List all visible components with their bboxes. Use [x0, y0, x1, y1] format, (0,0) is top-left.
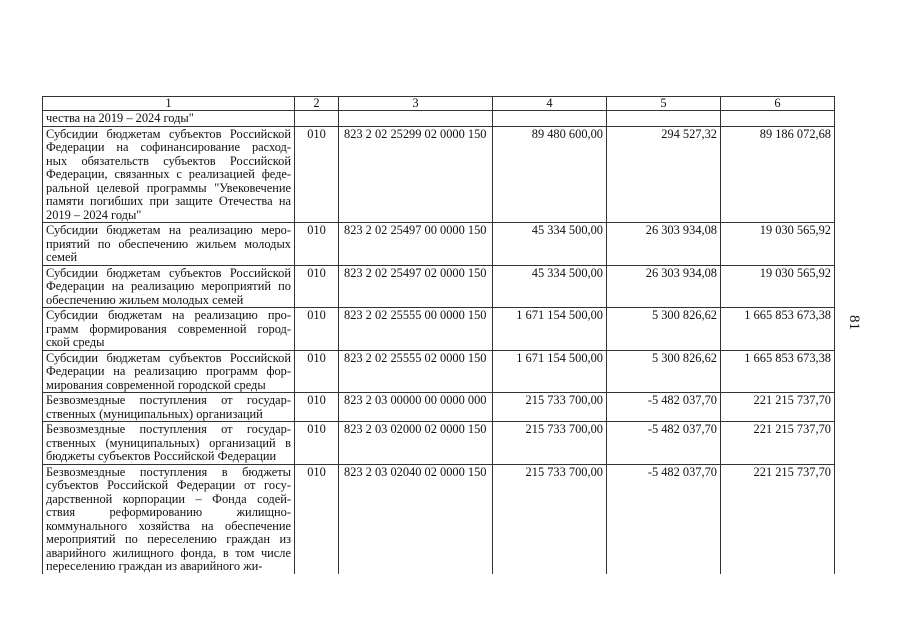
- column-header: 5: [607, 97, 721, 111]
- description-line: Федерации на реализацию программ фор-: [46, 365, 291, 378]
- description-line: Субсидии бюджетам субъектов Российской: [46, 351, 291, 365]
- description-line: мероприятий по переселению граждан из: [46, 533, 291, 546]
- budget-classification-code: [339, 111, 493, 127]
- page-number: 81: [846, 315, 862, 330]
- admin-code: 010: [295, 393, 339, 422]
- admin-code: 010: [295, 422, 339, 465]
- unexecuted-amount: 19 030 565,92: [721, 223, 835, 266]
- budget-classification-code: 823 2 03 00000 00 0000 000: [339, 393, 493, 422]
- unexecuted-amount: 89 186 072,68: [721, 126, 835, 223]
- budget-classification-code: 823 2 02 25299 02 0000 150: [339, 126, 493, 223]
- approved-amount: 215 733 700,00: [493, 422, 607, 465]
- admin-code: 010: [295, 126, 339, 223]
- row-description: [43, 111, 295, 127]
- row-description: [43, 265, 295, 308]
- approved-amount: 1 671 154 500,00: [493, 308, 607, 351]
- executed-amount: 294 527,32: [607, 126, 721, 223]
- row-description: [43, 308, 295, 351]
- column-header: 4: [493, 97, 607, 111]
- executed-amount: 5 300 826,62: [607, 308, 721, 351]
- executed-amount: [607, 111, 721, 127]
- unexecuted-amount: 221 215 737,70: [721, 393, 835, 422]
- unexecuted-amount: 1 665 853 673,38: [721, 308, 835, 351]
- description-line: 2019 – 2024 годы": [46, 208, 142, 222]
- admin-code: 010: [295, 308, 339, 351]
- approved-amount: 89 480 600,00: [493, 126, 607, 223]
- description-line: дарственной корпорации – Фонда содей-: [46, 492, 291, 506]
- description-line: ственных (муниципальных) организаций: [46, 407, 263, 421]
- description-line: Безвозмездные поступления от государ-: [46, 423, 291, 436]
- description-line: ственных (муниципальных) организаций в: [46, 436, 291, 450]
- description-line: грамм формирования современной город-: [46, 322, 291, 336]
- description-line: обеспечению жильем молодых семей: [46, 293, 244, 307]
- table-row: [43, 223, 835, 266]
- unexecuted-amount: 1 665 853 673,38: [721, 350, 835, 393]
- budget-classification-code: 823 2 02 25555 00 0000 150: [339, 308, 493, 351]
- approved-amount: 1 671 154 500,00: [493, 350, 607, 393]
- approved-amount: 215 733 700,00: [493, 464, 607, 574]
- table-row: [43, 464, 835, 574]
- admin-code: 010: [295, 464, 339, 574]
- table-row: [43, 126, 835, 223]
- admin-code: 010: [295, 350, 339, 393]
- executed-amount: -5 482 037,70: [607, 393, 721, 422]
- unexecuted-amount: [721, 111, 835, 127]
- column-header: 1: [43, 97, 295, 111]
- column-number-row: [43, 97, 835, 111]
- row-description: [43, 422, 295, 465]
- description-line: приятий по обеспечению жильем молодых: [46, 237, 291, 251]
- admin-code: 010: [295, 265, 339, 308]
- column-header: 3: [339, 97, 493, 111]
- description-line: Субсидии бюджетам на реализацию меро-: [46, 224, 291, 237]
- description-line: памяти погибших при защите Отечества на: [46, 195, 291, 208]
- approved-amount: 45 334 500,00: [493, 265, 607, 308]
- budget-classification-code: 823 2 03 02000 02 0000 150: [339, 422, 493, 465]
- description-line: Субсидии бюджетам субъектов Российской: [46, 266, 291, 280]
- column-header: 6: [721, 97, 835, 111]
- unexecuted-amount: 221 215 737,70: [721, 422, 835, 465]
- budget-classification-code: 823 2 02 25497 02 0000 150: [339, 265, 493, 308]
- description-line: Безвозмездные поступления в бюджеты: [46, 465, 291, 479]
- description-line: Субсидии бюджетам субъектов Российской: [46, 127, 291, 141]
- description-line: мирования современной городской среды: [46, 378, 266, 392]
- approved-amount: [493, 111, 607, 127]
- row-description: [43, 223, 295, 266]
- description-line: Федерации, связанных с реализацией феде-: [46, 168, 291, 181]
- budget-table: [42, 96, 835, 574]
- row-description: [43, 464, 295, 574]
- executed-amount: 5 300 826,62: [607, 350, 721, 393]
- description-line: коммунального хозяйства на обеспечение: [46, 519, 291, 533]
- table-row: [43, 308, 835, 351]
- row-description: [43, 393, 295, 422]
- description-line: переселению граждан из аварийного жи-: [46, 560, 263, 573]
- table-row: [43, 350, 835, 393]
- approved-amount: 215 733 700,00: [493, 393, 607, 422]
- description-line: семей: [46, 251, 78, 264]
- description-line: ных обязательств субъектов Российской: [46, 154, 291, 168]
- table-row: [43, 393, 835, 422]
- executed-amount: -5 482 037,70: [607, 422, 721, 465]
- budget-classification-code: 823 2 03 02040 02 0000 150: [339, 464, 493, 574]
- row-description: [43, 350, 295, 393]
- budget-classification-code: 823 2 02 25497 00 0000 150: [339, 223, 493, 266]
- description-line: ральной целевой программы "Увековечение: [46, 181, 291, 195]
- admin-code: 010: [295, 223, 339, 266]
- row-description: [43, 126, 295, 223]
- description-line: Субсидии бюджетам на реализацию про-: [46, 309, 291, 322]
- budget-classification-code: 823 2 02 25555 02 0000 150: [339, 350, 493, 393]
- table-body: [43, 97, 835, 574]
- description-line: Федерации на реализацию мероприятий по: [46, 280, 291, 293]
- description-line: Безвозмездные поступления от государ-: [46, 394, 291, 407]
- unexecuted-amount: 221 215 737,70: [721, 464, 835, 574]
- admin-code: [295, 111, 339, 127]
- executed-amount: -5 482 037,70: [607, 464, 721, 574]
- table-row: [43, 422, 835, 465]
- table-row: [43, 265, 835, 308]
- description-line: чества на 2019 – 2024 годы": [46, 112, 194, 125]
- approved-amount: 45 334 500,00: [493, 223, 607, 266]
- description-line: ской среды: [46, 336, 105, 349]
- executed-amount: 26 303 934,08: [607, 223, 721, 266]
- unexecuted-amount: 19 030 565,92: [721, 265, 835, 308]
- description-line: бюджеты субъектов Российской Федерации: [46, 450, 277, 463]
- description-line: субъектов Российской Федерации от госу-: [46, 479, 291, 492]
- executed-amount: 26 303 934,08: [607, 265, 721, 308]
- description-line: Федерации на софинансирование расход-: [46, 141, 291, 154]
- column-header: 2: [295, 97, 339, 111]
- description-line: ствия реформированию жилищно-: [46, 506, 291, 519]
- description-line: аварийного жилищного фонда, в том числе: [46, 546, 291, 560]
- table-row: [43, 111, 835, 127]
